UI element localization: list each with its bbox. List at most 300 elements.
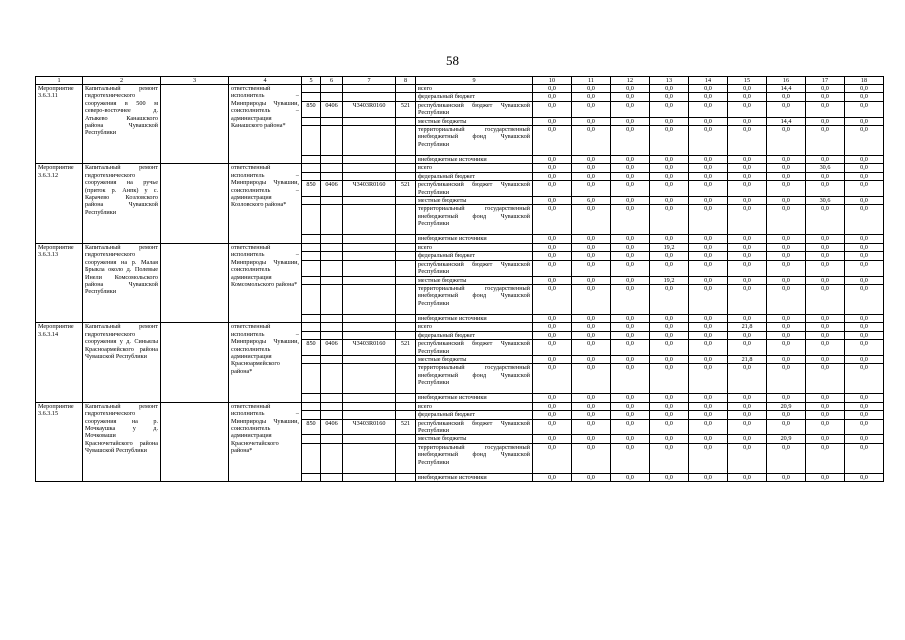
column-3-cell	[161, 402, 229, 481]
column-3-cell	[161, 85, 229, 164]
page-number: 58	[446, 53, 459, 68]
budget-code-cell: Ч3403R0160	[343, 181, 396, 197]
value-cell: 0,0	[728, 172, 767, 180]
value-cell: 0,0	[533, 156, 572, 164]
value-cell: 0,0	[533, 101, 572, 117]
budget-code-cell	[302, 126, 321, 156]
header-row	[36, 77, 884, 85]
budget-code-cell	[343, 276, 396, 284]
header-cell: 9	[416, 77, 533, 85]
table-row	[36, 323, 884, 331]
value-cell: 0,0	[767, 284, 806, 314]
value-cell: 0,0	[806, 364, 845, 394]
budget-code-cell: 521	[396, 101, 416, 117]
budget-code-cell	[343, 443, 396, 473]
value-cell: 0,0	[650, 181, 689, 197]
budget-code-cell	[321, 394, 343, 402]
value-cell: 0,0	[572, 126, 611, 156]
budget-code-cell: 850	[302, 419, 321, 435]
activity-name: Капитальный ремонт гидротехнического сооружения на р. Малая Брыкла около д. Полевые Инели Комсомольского района Чувашской Республики	[83, 243, 161, 322]
column-3-cell	[161, 164, 229, 243]
value-cell: 0,0	[767, 235, 806, 243]
value-cell: 14,4	[767, 117, 806, 125]
value-cell: 0,0	[572, 243, 611, 251]
value-cell: 0,0	[728, 331, 767, 339]
value-cell: 0,0	[728, 340, 767, 356]
value-cell: 0,0	[572, 435, 611, 443]
value-cell: 0,0	[650, 402, 689, 410]
value-cell: 0,0	[533, 205, 572, 235]
budget-code-cell	[396, 117, 416, 125]
budget-code-cell	[396, 252, 416, 260]
budget-code-cell	[343, 243, 396, 251]
value-cell: 0,0	[689, 340, 728, 356]
budget-code-cell	[343, 85, 396, 93]
value-cell: 0,0	[806, 394, 845, 402]
value-cell: 0,0	[689, 197, 728, 205]
budget-code-cell	[321, 314, 343, 322]
value-cell: 0,0	[572, 156, 611, 164]
header-cell: 1	[36, 77, 83, 85]
value-cell: 0,0	[767, 314, 806, 322]
value-cell: 0,0	[845, 172, 884, 180]
value-cell: 0,0	[728, 252, 767, 260]
value-cell: 0,0	[767, 243, 806, 251]
budget-code-cell	[321, 435, 343, 443]
funding-source: республиканский бюджет Чувашской Республики	[416, 181, 533, 197]
value-cell: 0,0	[767, 172, 806, 180]
value-cell: 0,0	[689, 364, 728, 394]
budget-code-cell	[302, 205, 321, 235]
budget-code-cell	[321, 443, 343, 473]
value-cell: 0,0	[728, 235, 767, 243]
value-cell: 14,4	[767, 85, 806, 93]
value-cell: 0,0	[689, 85, 728, 93]
budget-code-cell	[321, 243, 343, 251]
value-cell: 0,0	[572, 394, 611, 402]
value-cell: 0,0	[689, 93, 728, 101]
value-cell: 0,0	[650, 340, 689, 356]
value-cell: 0,0	[533, 331, 572, 339]
value-cell: 0,0	[533, 402, 572, 410]
value-cell: 0,0	[650, 435, 689, 443]
value-cell: 0,0	[845, 314, 884, 322]
value-cell: 0,0	[806, 181, 845, 197]
value-cell: 0,0	[767, 340, 806, 356]
value-cell: 0,0	[806, 443, 845, 473]
value-cell: 0,0	[572, 164, 611, 172]
value-cell: 0,0	[845, 331, 884, 339]
value-cell: 0,0	[650, 473, 689, 481]
table-row	[36, 243, 884, 251]
value-cell: 0,0	[533, 435, 572, 443]
header-cell: 2	[83, 77, 161, 85]
value-cell: 0,0	[845, 164, 884, 172]
value-cell: 0,0	[533, 164, 572, 172]
budget-code-cell	[302, 260, 321, 276]
value-cell: 0,0	[689, 235, 728, 243]
header-cell: 10	[533, 77, 572, 85]
value-cell: 0,0	[689, 156, 728, 164]
value-cell: 0,0	[689, 260, 728, 276]
value-cell: 0,0	[650, 252, 689, 260]
budget-code-cell	[343, 260, 396, 276]
value-cell: 0,0	[689, 172, 728, 180]
value-cell: 0,0	[611, 117, 650, 125]
value-cell: 0,0	[611, 235, 650, 243]
budget-code-cell	[302, 172, 321, 180]
budget-code-cell	[302, 243, 321, 251]
table-row	[36, 85, 884, 93]
budget-code-cell: 521	[396, 340, 416, 356]
value-cell: 0,0	[611, 402, 650, 410]
budget-code-cell	[321, 93, 343, 101]
value-cell: 0,0	[845, 126, 884, 156]
value-cell: 0,0	[767, 419, 806, 435]
value-cell: 0,0	[806, 340, 845, 356]
value-cell: 0,0	[689, 435, 728, 443]
value-cell: 0,0	[806, 331, 845, 339]
value-cell: 0,0	[689, 284, 728, 314]
value-cell: 0,0	[728, 126, 767, 156]
value-cell: 0,0	[611, 181, 650, 197]
value-cell: 0,0	[728, 85, 767, 93]
value-cell: 0,0	[650, 355, 689, 363]
value-cell: 0,0	[572, 260, 611, 276]
value-cell: 0,0	[533, 323, 572, 331]
value-cell: 0,0	[845, 205, 884, 235]
value-cell: 20,9	[767, 435, 806, 443]
funding-source: всего	[416, 164, 533, 172]
table-row	[36, 402, 884, 410]
value-cell: 0,0	[689, 331, 728, 339]
value-cell: 6,0	[572, 197, 611, 205]
value-cell: 0,0	[611, 314, 650, 322]
budget-code-cell	[321, 402, 343, 410]
value-cell: 0,0	[533, 419, 572, 435]
value-cell: 0,0	[572, 93, 611, 101]
budget-code-cell	[343, 323, 396, 331]
budget-code-cell	[302, 284, 321, 314]
funding-source: республиканский бюджет Чувашской Республики	[416, 260, 533, 276]
value-cell: 0,0	[572, 235, 611, 243]
budget-code-cell	[396, 411, 416, 419]
value-cell: 0,0	[806, 402, 845, 410]
budget-code-cell	[343, 205, 396, 235]
value-cell: 0,0	[650, 284, 689, 314]
activity-name: Капитальный ремонт гидротехнического сооружения у д. Синьялы Красноармейского района Чувашской Республики	[83, 323, 161, 402]
budget-code-cell	[396, 473, 416, 481]
budget-code-cell: 521	[396, 181, 416, 197]
value-cell: 0,0	[767, 156, 806, 164]
budget-code-cell	[396, 93, 416, 101]
value-cell: 0,0	[767, 252, 806, 260]
value-cell: 0,0	[728, 156, 767, 164]
value-cell: 0,0	[845, 355, 884, 363]
value-cell: 0,0	[533, 284, 572, 314]
value-cell: 0,0	[611, 473, 650, 481]
budget-code-cell	[321, 252, 343, 260]
value-cell: 0,0	[572, 252, 611, 260]
value-cell: 0,0	[845, 117, 884, 125]
budget-code-cell	[321, 323, 343, 331]
value-cell: 0,0	[611, 93, 650, 101]
value-cell: 0,0	[572, 419, 611, 435]
value-cell: 0,0	[611, 101, 650, 117]
value-cell: 0,0	[572, 340, 611, 356]
budget-code-cell	[321, 260, 343, 276]
value-cell: 0,0	[689, 355, 728, 363]
value-cell: 0,0	[689, 473, 728, 481]
budget-code-cell	[343, 126, 396, 156]
value-cell: 0,0	[806, 419, 845, 435]
value-cell: 0,0	[806, 172, 845, 180]
value-cell: 0,0	[533, 243, 572, 251]
budget-code-cell	[321, 235, 343, 243]
budget-code-cell	[343, 314, 396, 322]
funding-source: республиканский бюджет Чувашской Республики	[416, 340, 533, 356]
budget-code-cell: 850	[302, 340, 321, 356]
budget-code-cell	[321, 205, 343, 235]
value-cell: 0,0	[767, 331, 806, 339]
budget-code-cell	[302, 355, 321, 363]
budget-code-cell	[396, 235, 416, 243]
column-3-cell	[161, 323, 229, 402]
value-cell: 0,0	[728, 205, 767, 235]
budget-code-cell	[302, 276, 321, 284]
budget-code-cell	[302, 235, 321, 243]
value-cell: 0,0	[650, 85, 689, 93]
value-cell: 0,0	[611, 252, 650, 260]
budget-code-cell	[321, 331, 343, 339]
value-cell: 0,0	[533, 473, 572, 481]
activity-id: Мероприятие 3.6.3.12	[36, 164, 83, 243]
executor: ответственный исполнитель – Минприроды Чувашии, соисполнитель администрация Красноармейского района*	[229, 323, 302, 402]
value-cell: 19,2	[650, 276, 689, 284]
value-cell: 0,0	[533, 85, 572, 93]
value-cell: 0,0	[689, 276, 728, 284]
table-row	[36, 164, 884, 172]
funding-source: федеральный бюджет	[416, 331, 533, 339]
value-cell: 0,0	[845, 364, 884, 394]
budget-code-cell	[343, 331, 396, 339]
budget-code-cell	[302, 331, 321, 339]
column-3-cell	[161, 243, 229, 322]
funding-source: местные бюджеты	[416, 355, 533, 363]
value-cell: 0,0	[650, 156, 689, 164]
value-cell: 0,0	[650, 93, 689, 101]
value-cell: 0,0	[728, 117, 767, 125]
budget-code-cell	[396, 284, 416, 314]
budget-code-cell	[396, 355, 416, 363]
budget-code-cell	[396, 394, 416, 402]
value-cell: 0,0	[689, 411, 728, 419]
budget-code-cell	[321, 117, 343, 125]
header-cell: 3	[161, 77, 229, 85]
value-cell: 0,0	[689, 252, 728, 260]
budget-code-cell	[321, 355, 343, 363]
budget-code-cell: 850	[302, 101, 321, 117]
funding-source: территориальный государственный внебюджетный фонд Чувашской Республики	[416, 364, 533, 394]
value-cell: 0,0	[533, 235, 572, 243]
value-cell: 0,0	[689, 419, 728, 435]
value-cell: 0,0	[767, 443, 806, 473]
value-cell: 0,0	[689, 101, 728, 117]
budget-code-cell	[302, 85, 321, 93]
budget-code-cell	[302, 117, 321, 125]
value-cell: 0,0	[728, 443, 767, 473]
value-cell: 0,0	[611, 205, 650, 235]
budget-code-cell: 0406	[321, 101, 343, 117]
value-cell: 0,0	[650, 394, 689, 402]
funding-source: местные бюджеты	[416, 117, 533, 125]
budget-code-cell	[302, 402, 321, 410]
budget-code-cell: Ч3403R0160	[343, 419, 396, 435]
value-cell: 0,0	[845, 419, 884, 435]
budget-code-cell	[321, 473, 343, 481]
budget-code-cell	[302, 323, 321, 331]
funding-source: федеральный бюджет	[416, 411, 533, 419]
budget-code-cell	[343, 435, 396, 443]
value-cell: 0,0	[728, 419, 767, 435]
value-cell: 0,0	[767, 364, 806, 394]
budget-code-cell	[396, 260, 416, 276]
value-cell: 0,0	[689, 394, 728, 402]
value-cell: 0,0	[533, 394, 572, 402]
header-cell: 8	[396, 77, 416, 85]
budget-code-cell	[343, 355, 396, 363]
value-cell: 0,0	[650, 164, 689, 172]
budget-code-cell	[321, 284, 343, 314]
value-cell: 0,0	[650, 101, 689, 117]
budget-code-cell	[396, 435, 416, 443]
value-cell: 0,0	[806, 205, 845, 235]
funding-source: всего	[416, 323, 533, 331]
value-cell: 0,0	[806, 260, 845, 276]
value-cell: 0,0	[572, 276, 611, 284]
budget-code-cell	[396, 314, 416, 322]
budget-code-cell	[302, 314, 321, 322]
budget-code-cell	[343, 284, 396, 314]
value-cell: 0,0	[650, 364, 689, 394]
funding-source: всего	[416, 402, 533, 410]
value-cell: 0,0	[572, 101, 611, 117]
value-cell: 0,0	[806, 126, 845, 156]
value-cell: 0,0	[533, 260, 572, 276]
budget-code-cell	[321, 172, 343, 180]
funding-source: федеральный бюджет	[416, 93, 533, 101]
budget-code-cell	[302, 93, 321, 101]
value-cell: 0,0	[845, 181, 884, 197]
header-cell: 11	[572, 77, 611, 85]
value-cell: 0,0	[611, 443, 650, 473]
funding-source: внебюджетные источники	[416, 394, 533, 402]
value-cell: 0,0	[533, 197, 572, 205]
budget-code-cell	[396, 172, 416, 180]
value-cell: 21,8	[728, 355, 767, 363]
value-cell: 0,0	[845, 93, 884, 101]
budget-code-cell	[396, 276, 416, 284]
budget-code-cell	[396, 323, 416, 331]
value-cell: 0,0	[728, 402, 767, 410]
value-cell: 0,0	[611, 331, 650, 339]
value-cell: 0,0	[728, 284, 767, 314]
budget-code-cell	[343, 156, 396, 164]
value-cell: 0,0	[767, 205, 806, 235]
funding-source: внебюджетные источники	[416, 473, 533, 481]
value-cell: 0,0	[806, 156, 845, 164]
value-cell: 0,0	[845, 156, 884, 164]
budget-code-cell	[396, 243, 416, 251]
value-cell: 0,0	[533, 340, 572, 356]
value-cell: 0,0	[572, 443, 611, 473]
value-cell: 0,0	[689, 402, 728, 410]
value-cell: 0,0	[845, 101, 884, 117]
budget-code-cell	[396, 85, 416, 93]
value-cell: 0,0	[845, 284, 884, 314]
value-cell: 0,0	[650, 419, 689, 435]
value-cell: 0,0	[845, 323, 884, 331]
funding-source: внебюджетные источники	[416, 235, 533, 243]
value-cell: 0,0	[728, 435, 767, 443]
value-cell: 0,0	[533, 252, 572, 260]
value-cell: 0,0	[689, 126, 728, 156]
executor: ответственный исполнитель – Минприроды Чувашии, соисполнитель – администрация Канашского района*	[229, 85, 302, 164]
value-cell: 0,0	[806, 243, 845, 251]
value-cell: 0,0	[611, 435, 650, 443]
value-cell: 0,0	[572, 314, 611, 322]
budget-code-cell	[321, 364, 343, 394]
funding-source: внебюджетные источники	[416, 314, 533, 322]
value-cell: 0,0	[845, 402, 884, 410]
value-cell: 0,0	[767, 473, 806, 481]
funding-source: всего	[416, 243, 533, 251]
value-cell: 0,0	[767, 411, 806, 419]
budget-code-cell	[321, 126, 343, 156]
value-cell: 0,0	[728, 181, 767, 197]
value-cell: 0,0	[728, 101, 767, 117]
value-cell: 0,0	[611, 340, 650, 356]
header-cell: 6	[321, 77, 343, 85]
budget-code-cell: 0406	[321, 419, 343, 435]
funding-source: федеральный бюджет	[416, 252, 533, 260]
value-cell: 0,0	[611, 355, 650, 363]
value-cell: 0,0	[806, 355, 845, 363]
value-cell: 0,0	[806, 323, 845, 331]
value-cell: 0,0	[533, 172, 572, 180]
budget-code-cell	[302, 435, 321, 443]
value-cell: 0,0	[806, 284, 845, 314]
value-cell: 0,0	[650, 411, 689, 419]
value-cell: 0,0	[572, 402, 611, 410]
value-cell: 0,0	[611, 411, 650, 419]
funding-source: территориальный государственный внебюджетный фонд Чувашской Республики	[416, 443, 533, 473]
funding-source: территориальный государственный внебюджетный фонд Чувашской Республики	[416, 126, 533, 156]
value-cell: 0,0	[845, 435, 884, 443]
value-cell: 0,0	[845, 394, 884, 402]
value-cell: 0,0	[806, 435, 845, 443]
value-cell: 0,0	[650, 314, 689, 322]
value-cell: 0,0	[806, 276, 845, 284]
value-cell: 0,0	[806, 93, 845, 101]
budget-code-cell	[302, 364, 321, 394]
budget-code-cell	[343, 235, 396, 243]
value-cell: 0,0	[572, 172, 611, 180]
header-cell: 16	[767, 77, 806, 85]
value-cell: 0,0	[572, 181, 611, 197]
header-cell: 5	[302, 77, 321, 85]
header-cell: 4	[229, 77, 302, 85]
